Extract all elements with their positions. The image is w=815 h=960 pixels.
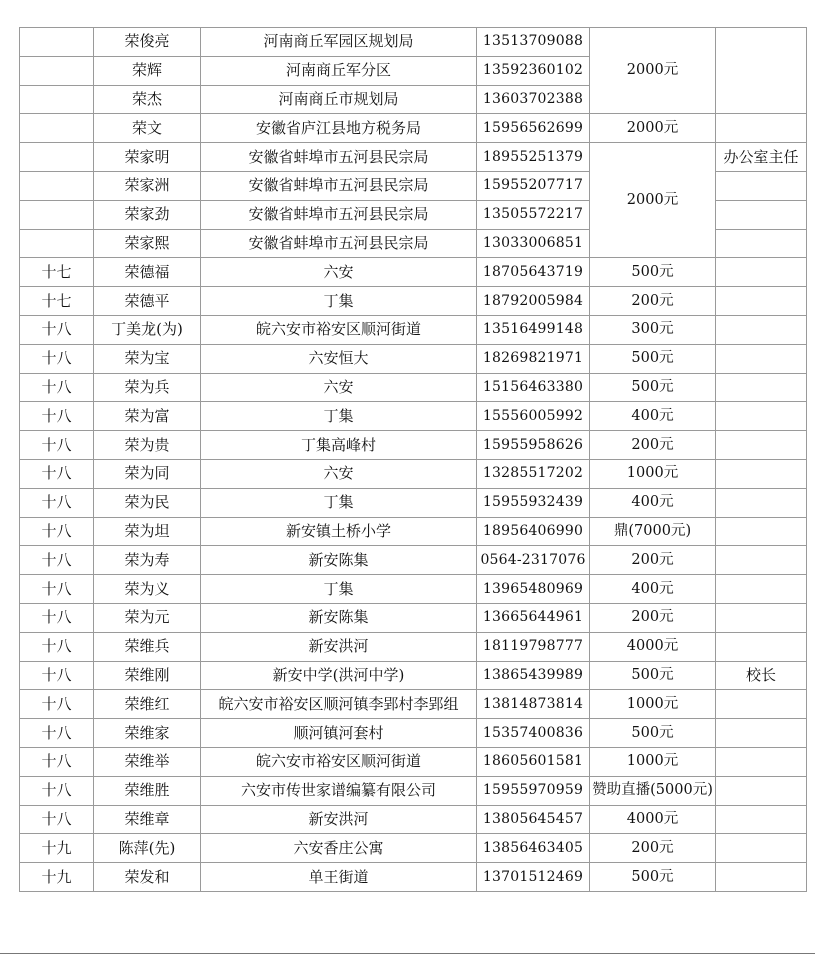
name-cell: 荣为兵: [94, 373, 201, 402]
remark-cell: [716, 431, 807, 460]
generation-cell: 十八: [20, 373, 94, 402]
address-cell: 新安中学(洪河中学): [201, 661, 477, 690]
remark-cell: [716, 690, 807, 719]
generation-cell: [20, 114, 94, 143]
phone-cell: 18605601581: [477, 747, 590, 776]
phone-cell: 15956562699: [477, 114, 590, 143]
address-cell: 河南商丘军园区规划局: [201, 28, 477, 57]
generation-cell: 十八: [20, 488, 94, 517]
address-cell: 皖六安市裕安区顺河镇李郢村李郢组: [201, 690, 477, 719]
generation-cell: [20, 229, 94, 258]
table-row: [20, 402, 807, 431]
address-cell: 丁集: [201, 488, 477, 517]
remark-cell: [716, 258, 807, 287]
phone-cell: 15955958626: [477, 431, 590, 460]
generation-cell: [20, 28, 94, 57]
amount-cell: 200元: [590, 834, 716, 863]
name-cell: 荣俊亮: [94, 28, 201, 57]
name-cell: 荣家洲: [94, 171, 201, 200]
remark-cell: [716, 747, 807, 776]
amount-cell: 2000元: [590, 143, 716, 258]
table-row: [20, 546, 807, 575]
remark-cell: 办公室主任: [716, 143, 807, 172]
name-cell: 荣为寿: [94, 546, 201, 575]
generation-cell: 十八: [20, 805, 94, 834]
phone-cell: 13701512469: [477, 863, 590, 892]
table-row: [20, 488, 807, 517]
amount-cell: 300元: [590, 315, 716, 344]
remark-cell: [716, 373, 807, 402]
remark-cell: [716, 229, 807, 258]
name-cell: 荣为义: [94, 575, 201, 604]
name-cell: 荣维红: [94, 690, 201, 719]
address-cell: 丁集高峰村: [201, 431, 477, 460]
address-cell: 六安市传世家谱编纂有限公司: [201, 776, 477, 805]
amount-cell: 400元: [590, 402, 716, 431]
table-row: [20, 431, 807, 460]
generation-cell: 十八: [20, 690, 94, 719]
address-cell: 河南商丘军分区: [201, 56, 477, 85]
phone-cell: 13516499148: [477, 315, 590, 344]
amount-cell: 500元: [590, 863, 716, 892]
name-cell: 荣为富: [94, 402, 201, 431]
name-cell: 荣杰: [94, 85, 201, 114]
table-row: [20, 805, 807, 834]
generation-cell: 十八: [20, 632, 94, 661]
phone-cell: 15556005992: [477, 402, 590, 431]
table-row: [20, 575, 807, 604]
address-cell: 六安香庄公寓: [201, 834, 477, 863]
amount-cell: 500元: [590, 719, 716, 748]
remark-cell: [716, 517, 807, 546]
amount-cell: 200元: [590, 603, 716, 632]
remark-cell: [716, 719, 807, 748]
generation-cell: [20, 143, 94, 172]
remark-cell: [716, 171, 807, 200]
address-cell: 皖六安市裕安区顺河街道: [201, 747, 477, 776]
generation-cell: 十七: [20, 258, 94, 287]
amount-cell: 2000元: [590, 28, 716, 114]
name-cell: 丁美龙(为): [94, 315, 201, 344]
phone-cell: 18119798777: [477, 632, 590, 661]
amount-cell: 200元: [590, 546, 716, 575]
amount-cell: 400元: [590, 488, 716, 517]
phone-cell: 13285517202: [477, 459, 590, 488]
generation-cell: 十八: [20, 315, 94, 344]
phone-cell: 0564-2317076: [477, 546, 590, 575]
address-cell: 新安陈集: [201, 546, 477, 575]
address-cell: 安徽省蚌埠市五河县民宗局: [201, 200, 477, 229]
phone-cell: 13505572217: [477, 200, 590, 229]
phone-cell: 18705643719: [477, 258, 590, 287]
amount-cell: 200元: [590, 287, 716, 316]
remark-cell: [716, 344, 807, 373]
name-cell: 荣维家: [94, 719, 201, 748]
generation-cell: 十八: [20, 546, 94, 575]
name-cell: 荣为贵: [94, 431, 201, 460]
address-cell: 顺河镇河套村: [201, 719, 477, 748]
table-row: [20, 143, 807, 172]
name-cell: 荣为坦: [94, 517, 201, 546]
address-cell: 新安洪河: [201, 805, 477, 834]
name-cell: 荣德福: [94, 258, 201, 287]
phone-cell: 15156463380: [477, 373, 590, 402]
generation-cell: 十七: [20, 287, 94, 316]
address-cell: 新安镇土桥小学: [201, 517, 477, 546]
table-row: [20, 776, 807, 805]
name-cell: 荣为宝: [94, 344, 201, 373]
generation-cell: 十八: [20, 776, 94, 805]
phone-cell: 15955970959: [477, 776, 590, 805]
generation-cell: 十八: [20, 402, 94, 431]
generation-cell: 十八: [20, 575, 94, 604]
remark-cell: [716, 776, 807, 805]
name-cell: 荣发和: [94, 863, 201, 892]
amount-cell: 500元: [590, 344, 716, 373]
address-cell: 安徽省蚌埠市五河县民宗局: [201, 143, 477, 172]
address-cell: 六安: [201, 373, 477, 402]
generation-cell: 十八: [20, 603, 94, 632]
table-row: [20, 344, 807, 373]
remark-cell: [716, 488, 807, 517]
amount-cell: 200元: [590, 431, 716, 460]
amount-cell: 500元: [590, 373, 716, 402]
table-row: [20, 603, 807, 632]
table-row: [20, 315, 807, 344]
table-row: [20, 661, 807, 690]
address-cell: 新安陈集: [201, 603, 477, 632]
amount-cell: 1000元: [590, 747, 716, 776]
donor-table: [19, 27, 807, 892]
table-row: [20, 690, 807, 719]
table-row: [20, 834, 807, 863]
name-cell: 荣维胜: [94, 776, 201, 805]
generation-cell: 十九: [20, 834, 94, 863]
phone-cell: 13033006851: [477, 229, 590, 258]
address-cell: 六安: [201, 258, 477, 287]
phone-cell: 18956406990: [477, 517, 590, 546]
phone-cell: 13592360102: [477, 56, 590, 85]
remark-cell: [716, 200, 807, 229]
page-bottom-divider: [0, 953, 815, 954]
name-cell: 荣文: [94, 114, 201, 143]
address-cell: 六安恒大: [201, 344, 477, 373]
generation-cell: [20, 85, 94, 114]
amount-cell: 500元: [590, 661, 716, 690]
table-row: [20, 459, 807, 488]
phone-cell: 15357400836: [477, 719, 590, 748]
table-row: [20, 632, 807, 661]
name-cell: 陈萍(先): [94, 834, 201, 863]
donor-table-body: [20, 28, 807, 892]
name-cell: 荣家明: [94, 143, 201, 172]
phone-cell: 13814873814: [477, 690, 590, 719]
table-row: [20, 719, 807, 748]
generation-cell: 十八: [20, 431, 94, 460]
generation-cell: 十八: [20, 661, 94, 690]
remark-cell: [716, 459, 807, 488]
amount-cell: 2000元: [590, 114, 716, 143]
remark-cell: [716, 834, 807, 863]
name-cell: 荣维刚: [94, 661, 201, 690]
remark-cell: [716, 114, 807, 143]
address-cell: 安徽省庐江县地方税务局: [201, 114, 477, 143]
generation-cell: 十八: [20, 719, 94, 748]
address-cell: 安徽省蚌埠市五河县民宗局: [201, 171, 477, 200]
table-row: [20, 287, 807, 316]
phone-cell: 13856463405: [477, 834, 590, 863]
name-cell: 荣为同: [94, 459, 201, 488]
address-cell: 皖六安市裕安区顺河街道: [201, 315, 477, 344]
table-row: [20, 114, 807, 143]
remark-cell: [716, 28, 807, 114]
generation-cell: 十九: [20, 863, 94, 892]
phone-cell: 13865439989: [477, 661, 590, 690]
address-cell: 丁集: [201, 402, 477, 431]
name-cell: 荣辉: [94, 56, 201, 85]
name-cell: 荣为元: [94, 603, 201, 632]
address-cell: 河南商丘市规划局: [201, 85, 477, 114]
address-cell: 安徽省蚌埠市五河县民宗局: [201, 229, 477, 258]
name-cell: 荣为民: [94, 488, 201, 517]
table-row: [20, 373, 807, 402]
table-row: [20, 863, 807, 892]
phone-cell: 15955207717: [477, 171, 590, 200]
address-cell: 单王街道: [201, 863, 477, 892]
phone-cell: 13665644961: [477, 603, 590, 632]
amount-cell: 1000元: [590, 459, 716, 488]
amount-cell: 赞助直播(5000元): [590, 776, 716, 805]
remark-cell: [716, 315, 807, 344]
name-cell: 荣维兵: [94, 632, 201, 661]
phone-cell: 13805645457: [477, 805, 590, 834]
table-row: [20, 517, 807, 546]
remark-cell: [716, 575, 807, 604]
generation-cell: [20, 200, 94, 229]
phone-cell: 18269821971: [477, 344, 590, 373]
amount-cell: 1000元: [590, 690, 716, 719]
phone-cell: 15955932439: [477, 488, 590, 517]
generation-cell: [20, 56, 94, 85]
remark-cell: [716, 287, 807, 316]
remark-cell: [716, 603, 807, 632]
address-cell: 新安洪河: [201, 632, 477, 661]
remark-cell: [716, 632, 807, 661]
amount-cell: 鼎(7000元): [590, 517, 716, 546]
name-cell: 荣家熙: [94, 229, 201, 258]
generation-cell: 十八: [20, 344, 94, 373]
generation-cell: [20, 171, 94, 200]
remark-cell: [716, 546, 807, 575]
address-cell: 六安: [201, 459, 477, 488]
remark-cell: [716, 863, 807, 892]
phone-cell: 18792005984: [477, 287, 590, 316]
amount-cell: 4000元: [590, 632, 716, 661]
generation-cell: 十八: [20, 747, 94, 776]
phone-cell: 13965480969: [477, 575, 590, 604]
phone-cell: 13513709088: [477, 28, 590, 57]
table-row: [20, 747, 807, 776]
name-cell: 荣家劲: [94, 200, 201, 229]
remark-cell: 校长: [716, 661, 807, 690]
address-cell: 丁集: [201, 575, 477, 604]
phone-cell: 13603702388: [477, 85, 590, 114]
generation-cell: 十八: [20, 459, 94, 488]
name-cell: 荣维举: [94, 747, 201, 776]
address-cell: 丁集: [201, 287, 477, 316]
remark-cell: [716, 402, 807, 431]
amount-cell: 4000元: [590, 805, 716, 834]
remark-cell: [716, 805, 807, 834]
table-row: [20, 28, 807, 57]
generation-cell: 十八: [20, 517, 94, 546]
name-cell: 荣德平: [94, 287, 201, 316]
amount-cell: 500元: [590, 258, 716, 287]
phone-cell: 18955251379: [477, 143, 590, 172]
name-cell: 荣维章: [94, 805, 201, 834]
table-row: [20, 258, 807, 287]
amount-cell: 400元: [590, 575, 716, 604]
